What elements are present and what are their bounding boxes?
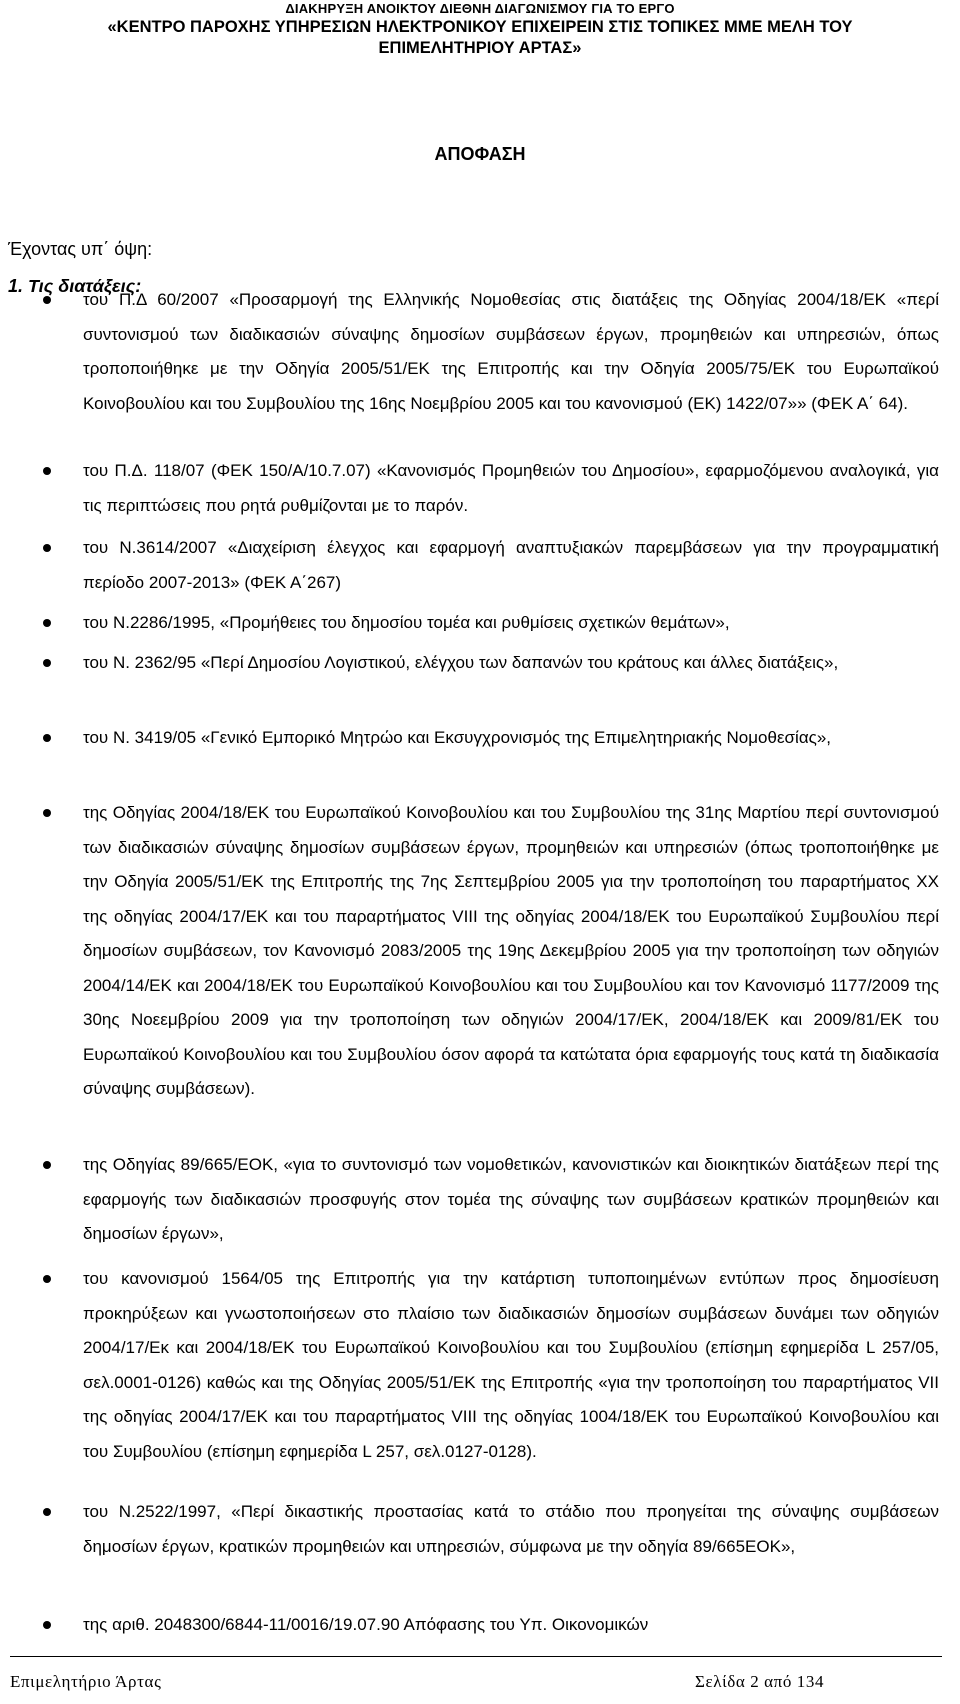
bullet-icon — [43, 1621, 51, 1629]
bullet-icon — [43, 1275, 51, 1283]
intro-text: Έχοντας υπ΄ όψη: — [8, 239, 153, 259]
footer-divider — [10, 1656, 942, 1657]
list-item: της αριθ. 2048300/6844-11/0016/19.07.90 Απόφασης του Υπ. Οικονομικών — [83, 1615, 649, 1634]
header-line-3: ΕΠΙΜΕΛΗΤΗΡΙΟΥ ΑΡΤΑΣ» — [378, 39, 582, 57]
list-item: του Ν. 3419/05 «Γενικό Εμπορικό Μητρώο και Εκσυγχρονισμός της Επιμελητηριακής Νομοθεσίας», — [83, 728, 832, 747]
list-item: της Οδηγίας 89/665/ΕΟΚ, «για το συντονισμό των νομοθετικών, κανονιστικών και διοικητικών διατάξεων περί της εφαρμογής των διαδικασιών προσφυγής στον τομέα της σύναψης των συμβάσεων κρατικών προμηθειών και δημοσίων έργων», — [83, 1155, 939, 1243]
list-item: του Ν.2522/1997, «Περί δικαστικής προστασίας κατά το στάδιο που προηγείται της σύναψης συμβάσεων δημοσίων έργων, κρατικών προμηθειών και υπηρεσιών, σύμφωνα με την οδηγία 89/665ΕΟΚ», — [83, 1502, 939, 1556]
bullet-icon — [43, 544, 51, 552]
footer-page-number: Σελίδα 2 από 134 — [695, 1672, 825, 1691]
bullet-icon — [43, 1508, 51, 1516]
document-header — [0, 0, 960, 59]
bullet-icon — [43, 809, 51, 817]
bullet-icon — [43, 659, 51, 667]
footer-organization: Επιμελητήριο Άρτας — [10, 1672, 162, 1691]
list-item: του Π.Δ 60/2007 «Προσαρμογή της Ελληνικής Νομοθεσίας στις διατάξεις της Οδηγίας 2004/18/ΕΚ «περί συντονισμού των διαδικασιών σύναψης δημοσίων συμβάσεων έργων, προμηθειών και υπηρεσιών, όπως τροποποιήθηκε με την Οδηγία 2005/51/ΕΚ της Επιτροπής και την Οδηγία 2005/75/ΕΚ του Ευρωπαϊκού Κοινοβουλίου και του Συμβουλίου της 16ης Νοεμβρίου 2005 και του κανονισμού (ΕΚ) 1422/07»» (ΦΕΚ Α΄ 64). — [83, 290, 939, 413]
list-item: του Ν.3614/2007 «Διαχείριση έλεγχος και εφαρμογή αναπτυξιακών παρεμβάσεων για την προγραμματική περίοδο 2007-2013» (ΦΕΚ Α΄267) — [83, 538, 939, 592]
list-item: του Ν.2286/1995, «Προμήθειες του δημοσίου τομέα και ρυθμίσεις σχετικών θεμάτων», — [83, 613, 730, 632]
bullet-icon — [43, 467, 51, 475]
bullet-icon — [43, 1161, 51, 1169]
list-item: του Π.Δ. 118/07 (ΦΕΚ 150/Α/10.7.07) «Κανονισμός Προμηθειών του Δημοσίου», εφαρμοζόμενου αναλογικά, για τις περιπτώσεις που ρητά ρυθμίζονται με το παρόν. — [83, 461, 939, 515]
list-item: του κανονισμού 1564/05 της Επιτροπής για την κατάρτιση τυποποιημένων εντύπων προς δημοσίευση προκηρύξεων και γνωστοποιήσεων στο πλαίσιο των διαδικασιών δημοσίων συμβάσεων δυνάμει των οδηγιών 2004/17/Εκ και 2004/18/ΕΚ του Ευρωπαϊκού Κοινοβουλίου και του Συμβουλίου (επίσημη εφημερίδα L 257/05, σελ.0001-0126) καθώς και της Οδηγίας 2005/51/ΕΚ της Επιτροπής «για την τροποποίηση του παραρτήματος VII της οδηγίας 2004/17/ΕΚ και του παραρτήματος VIII της οδηγίας 1004/18/ΕΚ του Ευρωπαϊκού Κοινοβουλίου και του Συμβουλίου (επίσημη εφημερίδα L 257, σελ.0127-0128). — [83, 1269, 939, 1461]
header-line-2: «ΚΕΝΤΡΟ ΠΑΡΟΧΗΣ ΥΠΗΡΕΣΙΩΝ ΗΛΕΚΤΡΟΝΙΚΟΥ ΕΠΙΧΕΙΡΕΙΝ ΣΤΙΣ ΤΟΠΙΚΕΣ ΜΜΕ ΜΕΛΗ ΤΟΥ — [107, 18, 853, 36]
header-line-1: ΔΙΑΚΗΡΥΞΗ ΑΝΟΙΚΤΟΥ ΔΙΕΘΝΗ ΔΙΑΓΩΝΙΣΜΟΥ ΓΙΑ ΤΟ ΕΡΓΟ — [285, 1, 675, 16]
list-item: της Οδηγίας 2004/18/ΕΚ του Ευρωπαϊκού Κοινοβουλίου και του Συμβουλίου της 31ης Μαρτίου περί συντονισμού των διαδικασιών σύναψης δημοσίων συμβάσεων έργων, προμηθειών και υπηρεσιών (όπως τροποποιήθηκε με την Οδηγία 2005/51/ΕΚ της Επιτροπής της 7ης Σεπτεμβρίου 2005 για την τροποποίηση του παραρτήματος ΧΧ της οδηγίας 2004/17/ΕΚ και του παραρτήματος VIII της οδηγίας 2004/18/ΕΚ του Ευρωπαϊκού Συμβουλίου περί δημοσίων συμβάσεων, τον Κανονισμό 2083/2005 της 19ης Δεκεμβρίου 2005 για την τροποποίηση των οδηγιών 2004/14/ΕΚ και 2004/18/ΕΚ του Ευρωπαϊκού Κοινοβουλίου και του Συμβουλίου και τον Κανονισμό 1177/2009 της 30ης Νοεεμβρίου 2009 για την τροποποίηση των οδηγιών 2004/17/ΕΚ, 2004/18/ΕΚ και 2009/81/ΕΚ του Ευρωπαϊκού Κοινοβουλίου και του Συμβουλίου όσον αφορά τα κατώτατα όρια εφαρμογής τους κατά τη διαδικασία σύναψης συμβάσεων). — [83, 803, 939, 1098]
section-heading: 1. Τις διατάξεις: — [8, 276, 142, 296]
bullet-icon — [43, 619, 51, 627]
page-title: ΑΠΟΦΑΣΗ — [434, 144, 526, 164]
bullet-icon — [43, 296, 51, 304]
bullet-icon — [43, 734, 51, 742]
list-item: του Ν. 2362/95 «Περί Δημοσίου Λογιστικού, ελέγχου των δαπανών του κράτους και άλλες διατάξεις», — [83, 653, 839, 672]
